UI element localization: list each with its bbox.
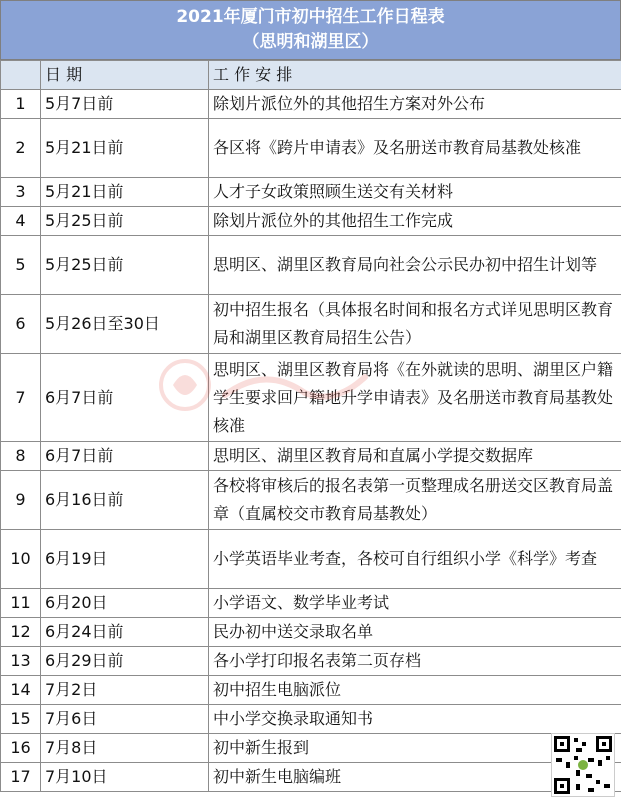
row-work: 初中招生电脑派位 (209, 676, 621, 705)
row-date: 7月10日 (41, 763, 209, 792)
table-row (1, 589, 621, 618)
row-work: 中小学交换录取通知书 (209, 705, 621, 734)
qr-code-icon (552, 734, 614, 796)
table-row (1, 676, 621, 705)
table-row (1, 90, 621, 119)
row-number: 3 (1, 178, 41, 207)
row-work: 思明区、湖里区教育局和直属小学提交数据库 (209, 442, 621, 471)
row-number: 9 (1, 471, 41, 530)
table-row (1, 530, 621, 589)
row-number: 5 (1, 236, 41, 295)
table-subtitle: （思明和湖里区） (242, 32, 379, 52)
row-work: 小学英语毕业考查，各校可自行组织小学《科学》考查 (209, 530, 621, 589)
row-date: 5月25日前 (41, 236, 209, 295)
header-work: 工 作 安 排 (209, 61, 621, 90)
row-date: 7月6日 (41, 705, 209, 734)
row-date: 6月29日前 (41, 647, 209, 676)
row-work: 小学语文、数学毕业考试 (209, 589, 621, 618)
table-row (1, 354, 621, 442)
row-work: 除划片派位外的其他招生工作完成 (209, 207, 621, 236)
row-date: 6月7日前 (41, 354, 209, 442)
row-date: 7月8日 (41, 734, 209, 763)
row-number: 14 (1, 676, 41, 705)
table-row (1, 618, 621, 647)
header-date: 日 期 (41, 61, 209, 90)
row-date: 5月7日前 (41, 90, 209, 119)
header-row (1, 61, 621, 90)
row-work: 思明区、湖里区教育局向社会公示民办初中招生计划等 (209, 236, 621, 295)
row-work: 思明区、湖里区教育局将《在外就读的思明、湖里区户籍学生要求回户籍地升学申请表》及名册送市教育局基教处核准 (209, 354, 621, 442)
header-index-cell (1, 61, 41, 90)
table-row (1, 763, 621, 792)
table-row (1, 207, 621, 236)
row-date: 5月21日前 (41, 178, 209, 207)
row-date: 6月20日 (41, 589, 209, 618)
row-number: 17 (1, 763, 41, 792)
table-row (1, 119, 621, 178)
row-work: 初中新生报到 (209, 734, 621, 763)
row-date: 5月25日前 (41, 207, 209, 236)
table-row (1, 295, 621, 354)
row-number: 10 (1, 530, 41, 589)
row-date: 6月7日前 (41, 442, 209, 471)
row-work: 民办初中送交录取名单 (209, 618, 621, 647)
row-work: 人才子女政策照顾生送交有关材料 (209, 178, 621, 207)
row-number: 12 (1, 618, 41, 647)
row-work: 各校将审核后的报名表第一页整理成名册送交区教育局盖章（直属校交市教育局基教处） (209, 471, 621, 530)
row-work: 除划片派位外的其他招生方案对外公布 (209, 90, 621, 119)
table-row (1, 471, 621, 530)
row-date: 5月26日至30日 (41, 295, 209, 354)
row-date: 6月19日 (41, 530, 209, 589)
row-work: 初中招生报名（具体报名时间和报名方式详见思明区教育局和湖里区教育局招生公告） (209, 295, 621, 354)
row-number: 16 (1, 734, 41, 763)
row-work: 各区将《跨片申请表》及名册送市教育局基教处核准 (209, 119, 621, 178)
table-row (1, 705, 621, 734)
row-work: 初中新生电脑编班 (209, 763, 621, 792)
table-row (1, 178, 621, 207)
row-work: 各小学打印报名表第二页存档 (209, 647, 621, 676)
row-number: 11 (1, 589, 41, 618)
row-number: 2 (1, 119, 41, 178)
row-date: 5月21日前 (41, 119, 209, 178)
row-date: 6月24日前 (41, 618, 209, 647)
row-date: 7月2日 (41, 676, 209, 705)
row-number: 8 (1, 442, 41, 471)
row-number: 15 (1, 705, 41, 734)
row-number: 7 (1, 354, 41, 442)
table-row (1, 236, 621, 295)
schedule-table (0, 60, 621, 792)
title-block (0, 0, 621, 60)
row-number: 6 (1, 295, 41, 354)
row-date: 6月16日前 (41, 471, 209, 530)
row-number: 1 (1, 90, 41, 119)
table-title: 2021年厦门市初中招生工作日程表 (176, 7, 445, 27)
qr-code (551, 733, 615, 797)
table-row (1, 734, 621, 763)
row-number: 4 (1, 207, 41, 236)
row-number: 13 (1, 647, 41, 676)
table-row (1, 647, 621, 676)
table-row (1, 442, 621, 471)
